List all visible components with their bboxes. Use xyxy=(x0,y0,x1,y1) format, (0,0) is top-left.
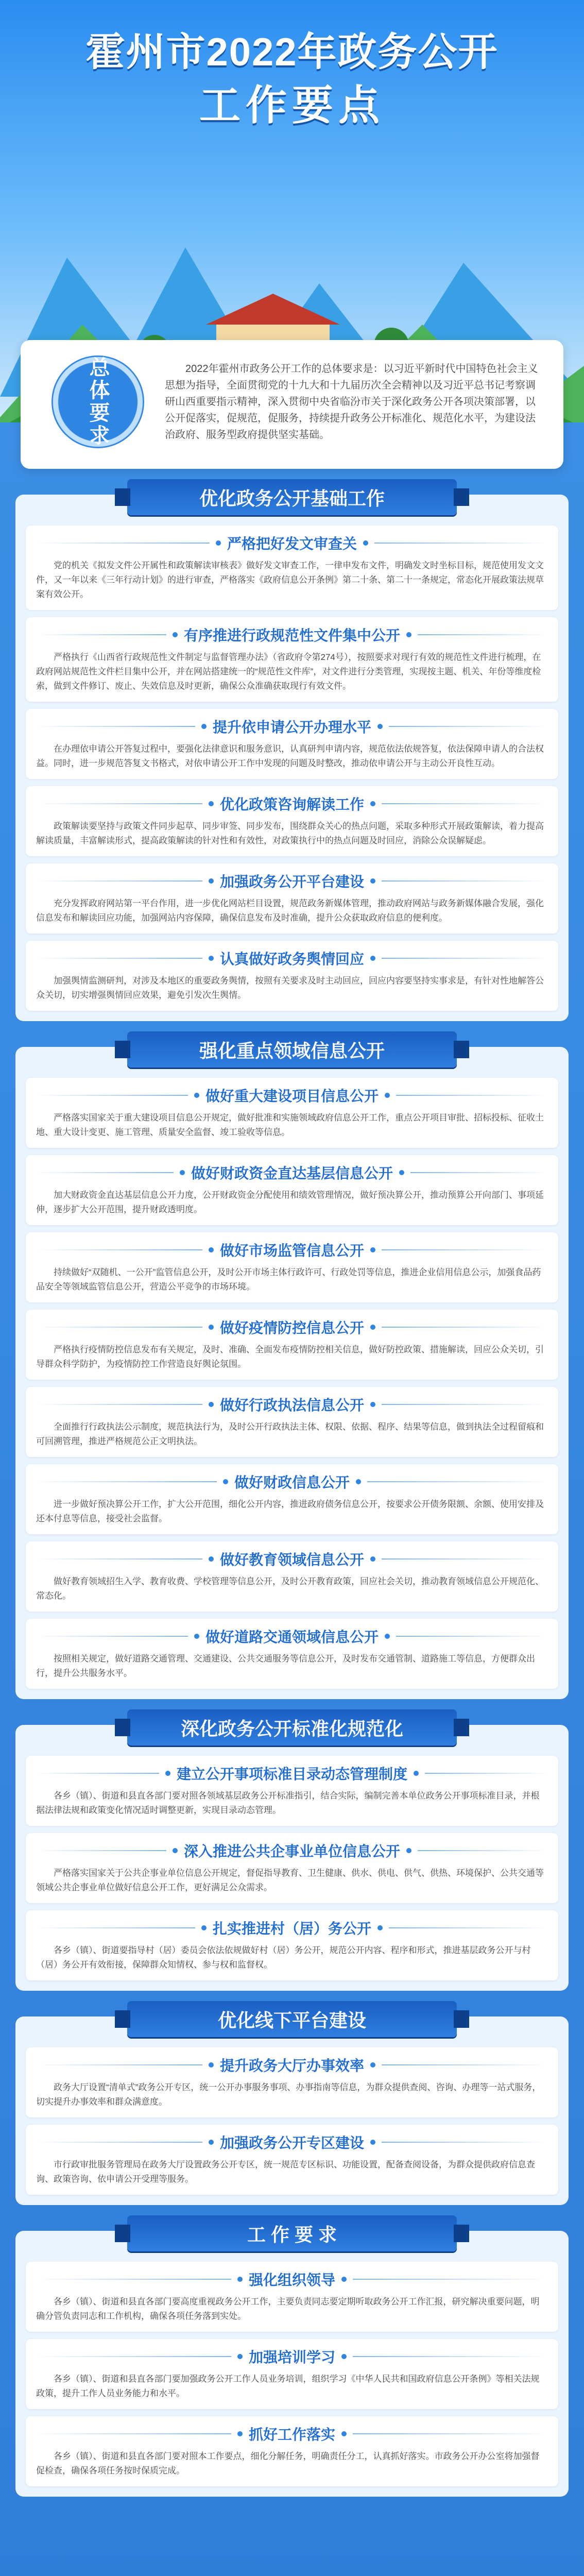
content-card xyxy=(26,1232,558,1302)
bullet-icon xyxy=(209,1556,214,1562)
bullet-icon xyxy=(237,2354,243,2359)
card-text: 各乡（镇）、街道要指导村（居）委员会依法依规做好村（居）务公开，规范公开内容、程序和形式，推进基层政务公开与村（居）务公开有效衔接，保障群众知情权、参与权和监督权。 xyxy=(36,1945,531,1970)
card-text: 党的机关《拟发文件公开属性和政策解读审核表》做好发文审查工作，一律申发布文件，明确发文时坐标目标，规范使用发文文件，又一年以来《三年行动计划》的进行审查，严格落实《政府信息公开条例》第二十条、第二十一条规定，常态化开展政策法规草案有效公开。 xyxy=(36,561,544,599)
card-text: 严格落实国家关于重大建设项目信息公开规定，做好批准和实施领域政府信息公开工作，重点公开项目审批、招标投标、征收土地、重大设计变更、施工管理、质量安全监督、竣工验收等信息。 xyxy=(36,1113,544,1137)
section-banner: 优化政务公开基础工作 xyxy=(127,479,457,515)
divider xyxy=(389,1927,548,1928)
card-text: 持续做好“双随机、一公开”监管信息公开，及时公开市场主体行政许可、行政处罚等信息，推进企业信用信息公示，加强食品药品安全等领域监管信息公开，营造公平竞争的市场环境。 xyxy=(36,1267,541,1292)
card-heading xyxy=(36,1763,548,1784)
card-heading xyxy=(36,1471,548,1492)
bullet-icon xyxy=(414,1771,419,1776)
section-banner: 优化线下平台建设 xyxy=(127,2001,457,2037)
divider xyxy=(36,1927,195,1928)
bullet-icon xyxy=(209,2140,214,2145)
divider xyxy=(418,634,548,635)
content-card xyxy=(26,2262,558,2332)
intro-text: 2022年霍州市政务公开工作的总体要求是：以习近平新时代中国特色社会主义思想为指导，全面贯彻党的十九大和十九届历次全会精神以及习近平总书记考察调研山西重要指示精神，深入贯彻中央省临汾市关于深化政务公开各项决策部署，以公开促落实，促规范，促服务，持续提升政务公开标准化、规范化水平，为建设法治政府、服务型政府提供坚实基础。 xyxy=(165,363,538,440)
card-title: 做好重大建设项目信息公开 xyxy=(205,1088,379,1104)
divider xyxy=(396,1095,548,1096)
divider xyxy=(382,1249,548,1250)
card-heading xyxy=(36,716,548,737)
card-title: 强化组织领导 xyxy=(249,2272,336,2288)
content-card xyxy=(26,1541,558,1612)
card-title: 扎实推进村（居）务公开 xyxy=(213,1921,372,1937)
content-card xyxy=(26,617,558,702)
card-text: 全面推行行政执法公示制度，规范执法行为，及时公开行政执法主体、权限、依据、程序、结果等信息，做到执法全过程留痕和可回溯管理，推进严格规范公正文明执法。 xyxy=(36,1422,544,1446)
card-text: 进一步做好预决算公开工作，扩大公开范围，细化公开内容，推进政府债务信息公开，按要求公开债务限额、余额、使用安排及还本付息等信息，接受社会监督。 xyxy=(36,1499,544,1523)
content-card xyxy=(26,863,558,934)
bullet-icon xyxy=(209,1325,214,1330)
section-banner: 深化政务公开标准化规范化 xyxy=(127,1709,457,1745)
divider xyxy=(382,2064,548,2065)
card-text: 做好教育领域招生入学、教育收费、学校管理等信息公开，及时公开教育政策，回应社会关切，推动教育领域信息公开规范化、常态化。 xyxy=(36,1577,544,1601)
divider xyxy=(36,2279,231,2280)
bullet-icon xyxy=(209,801,214,806)
bullet-icon xyxy=(237,2431,243,2436)
card-text: 各乡（镇）、街道和县直各部门要加强政务公开工作人员业务培训，组织学习《中华人民共和国政府信息公开条例》等相关法规政策，提升工作人员业务能力和水平。 xyxy=(36,2374,540,2398)
bullet-icon xyxy=(173,632,178,637)
card-text: 政策解读要坚持与政策文件同步起草、同步审签、同步发布，围绕群众关心的热点问题，采取多种形式开展政策解读，着力提高解读质量，丰富解读形式，提高政策解读的针对性和有效性，对政策执行中的热点问题及时回应，消除公众误解疑虑。 xyxy=(36,821,544,845)
card-heading xyxy=(36,871,548,891)
content-card xyxy=(26,1756,558,1826)
divider xyxy=(36,1558,202,1560)
card-heading xyxy=(36,1394,548,1415)
bullet-icon xyxy=(377,724,383,729)
bullet-icon xyxy=(223,1479,228,1484)
divider xyxy=(36,880,202,882)
divider xyxy=(36,726,195,727)
bullet-icon xyxy=(194,1634,199,1639)
content-card xyxy=(26,2125,558,2195)
divider xyxy=(382,1404,548,1405)
content-card xyxy=(26,1833,558,1903)
card-text: 在办理依申请公开答复过程中，要强化法律意识和服务意识，认真研判申请内容，规范依法依规答复，依法保障申请人的合法权益。同时，进一步规范答复文书格式，对依申请公开工作中发现的问题及时整改，推动依申请公开与主动公开良性互动。 xyxy=(36,744,544,768)
divider xyxy=(36,1095,188,1096)
bullet-icon xyxy=(356,1479,361,1484)
card-heading xyxy=(36,2346,548,2367)
card-title: 深入推进公共企事业单位信息公开 xyxy=(184,1843,401,1859)
card-text: 充分发挥政府网站第一平台作用，进一步优化网站栏目设置，规范政务新媒体管理，推动政府网站与政务新媒体融合发展，强化信息发布和解读回应功能，加强网站内容保障，确保信息发布及时准确，提升公众获取政府信息的便利度。 xyxy=(36,899,544,923)
bullet-icon xyxy=(201,724,207,729)
divider xyxy=(418,1850,548,1851)
content-card xyxy=(26,2339,558,2409)
card-title: 加强培训学习 xyxy=(249,2349,336,2365)
bullet-icon xyxy=(399,1170,404,1175)
card-heading xyxy=(36,1317,548,1337)
card-heading xyxy=(36,2424,548,2444)
badge-label: 总体要求 xyxy=(87,357,109,447)
card-heading xyxy=(36,948,548,969)
divider xyxy=(353,2356,548,2357)
section-banner: 强化重点领域信息公开 xyxy=(127,1031,457,1067)
divider xyxy=(36,958,202,959)
content-card xyxy=(26,1078,558,1148)
card-heading xyxy=(36,1085,548,1106)
divider xyxy=(36,1404,202,1405)
divider xyxy=(36,2064,202,2065)
card-text: 按照相关规定，做好道路交通管理、交通建设、公共交通服务等信息公开，及时发布交通管制、道路施工等信息，方便群众出行，提升公共服务水平。 xyxy=(36,1654,535,1678)
content-card xyxy=(26,709,558,779)
card-text: 严格落实国家关于公共企事业单位信息公开规定，督促指导教育、卫生健康、供水、供电、供气、供热、环境保护、公共交通等领域公共企事业单位做好信息公开工作，更好满足公众需求。 xyxy=(36,1868,544,1892)
bullet-icon xyxy=(209,878,214,884)
card-title: 做好道路交通领域信息公开 xyxy=(205,1629,379,1645)
section-4 xyxy=(15,2224,569,2497)
card-heading xyxy=(36,2132,548,2153)
divider xyxy=(36,1773,159,1774)
card-heading xyxy=(36,793,548,814)
section-1 xyxy=(15,1040,569,1699)
divider xyxy=(36,2356,231,2357)
bullet-icon xyxy=(201,1925,207,1930)
bullet-icon xyxy=(173,1848,178,1853)
bullet-icon xyxy=(406,632,411,637)
bullet-icon xyxy=(209,956,214,961)
card-title: 提升依申请公开办理水平 xyxy=(213,719,372,735)
content-card xyxy=(26,786,558,856)
bullet-icon xyxy=(194,1093,199,1098)
bullet-icon xyxy=(370,878,375,884)
bullet-icon xyxy=(385,1634,390,1639)
divider xyxy=(36,1327,202,1328)
card-title: 有序推进行政规范性文件集中公开 xyxy=(184,628,401,643)
card-title: 做好财政资金直达基层信息公开 xyxy=(191,1165,393,1181)
bullet-icon xyxy=(370,801,375,806)
divider xyxy=(36,803,202,804)
section-3 xyxy=(15,2009,569,2205)
card-heading xyxy=(36,1918,548,1938)
card-text: 各乡（镇）、街道和县直各部门要高度重视政务公开工作，主要负责同志要定期听取政务公开工作汇报，研究解决重要问题，明确分管负责同志和工作机构，确保各项任务落到实处。 xyxy=(36,2297,540,2321)
card-title: 加强政务公开专区建设 xyxy=(220,2135,365,2151)
sections-container xyxy=(0,487,584,2497)
card-text: 政务大厅设置“清单式”政务公开专区，统一公开办事服务事项、办事指南等信息，为群众提供查阅、咨询、办理等一站式服务，切实提升办事效率和群众满意度。 xyxy=(36,2082,541,2107)
divider xyxy=(382,958,548,959)
content-card xyxy=(26,1387,558,1457)
divider xyxy=(382,1327,548,1328)
content-card xyxy=(26,941,558,1011)
divider xyxy=(353,2279,548,2280)
card-title: 做好市场监管信息公开 xyxy=(220,1243,365,1259)
divider xyxy=(36,1249,202,1250)
card-title: 加强政务公开平台建设 xyxy=(220,874,365,890)
card-text: 各乡（镇）、街道和县直各部门要对照各领域基层政务公开标准指引，结合实际，编制完善本单位政务公开事项标准目录，并根据法律法规和政策变化情况适时调整更新，实现目录动态管理。 xyxy=(36,1791,540,1815)
content-card xyxy=(26,1619,558,1689)
footer-space xyxy=(0,2497,584,2528)
card-title: 做好财政信息公开 xyxy=(234,1475,350,1490)
bullet-icon xyxy=(341,2277,347,2282)
bullet-icon xyxy=(237,2277,243,2282)
content-card xyxy=(26,1310,558,1380)
bullet-icon xyxy=(363,540,368,546)
divider xyxy=(425,1773,548,1774)
content-card xyxy=(26,1155,558,1225)
card-text: 市行政审批服务管理局在政务大厅设置政务公开专区，统一规范专区标识、功能设置，配备查阅设备，为群众提供政府信息查询、政策咨询、依申请公开受理等服务。 xyxy=(36,2160,535,2184)
card-heading xyxy=(36,2269,548,2290)
card-title: 认真做好政务舆情回应 xyxy=(220,951,365,967)
divider xyxy=(389,726,548,727)
divider xyxy=(382,2142,548,2143)
card-title: 做好教育领域信息公开 xyxy=(220,1552,365,1568)
divider xyxy=(36,543,210,544)
intro-panel xyxy=(21,340,563,469)
card-heading xyxy=(36,1626,548,1647)
divider xyxy=(36,1172,174,1173)
overview-badge xyxy=(51,355,144,448)
section-2 xyxy=(15,1718,569,1991)
card-text: 加大财政资金直达基层信息公开力度，公开财政资金分配使用和绩效管理情况，做好预决算公开，推动预算公开向部门、事项延伸，逐步扩大公开范围，提升财政透明度。 xyxy=(36,1190,544,1214)
card-title: 做好行政执法信息公开 xyxy=(220,1397,365,1413)
bullet-icon xyxy=(385,1093,390,1098)
divider xyxy=(36,1636,188,1637)
card-heading xyxy=(36,1162,548,1183)
divider xyxy=(36,634,166,635)
content-card xyxy=(26,1910,558,1980)
card-heading xyxy=(36,533,548,553)
divider xyxy=(374,543,548,544)
bullet-icon xyxy=(370,1556,375,1562)
card-text: 加强舆情监测研判，对涉及本地区的重要政务舆情，按照有关要求及时主动回应，回应内容要坚持实事求是，有针对性地解答公众关切，切实增强舆情回应效果，避免引发次生舆情。 xyxy=(36,976,544,1000)
card-title: 做好疫情防控信息公开 xyxy=(220,1320,365,1336)
card-title: 建立公开事项标准目录动态管理制度 xyxy=(177,1766,408,1782)
divider xyxy=(410,1172,548,1173)
card-title: 抓好工作落实 xyxy=(249,2427,336,2443)
divider xyxy=(36,1850,166,1851)
divider xyxy=(36,1481,217,1482)
divider xyxy=(382,880,548,882)
card-text: 各乡（镇）、街道和县直各部门要对照本工作要点，细化分解任务，明确责任分工，认真抓好落实。市政务公开办公室将加强督促检查，确保各项任务按时保质完成。 xyxy=(36,2451,540,2476)
bullet-icon xyxy=(370,956,375,961)
content-card xyxy=(26,1464,558,1534)
bullet-icon xyxy=(370,1247,375,1252)
bullet-icon xyxy=(209,1247,214,1252)
card-title: 提升政务大厅办事效率 xyxy=(220,2058,365,2074)
card-text: 严格执行疫情防控信息发布有关规定，及时、准确、全面发布疫情防控相关信息，做好防控政策、措施解读，回应公众关切，引导群众科学防护，为疫情防控工作营造良好舆论氛围。 xyxy=(36,1345,544,1369)
content-card xyxy=(26,2047,558,2117)
card-heading xyxy=(36,1240,548,1260)
divider xyxy=(36,2142,202,2143)
bullet-icon xyxy=(370,1402,375,1407)
bullet-icon xyxy=(209,1402,214,1407)
card-heading xyxy=(36,1840,548,1861)
bullet-icon xyxy=(370,1325,375,1330)
bullet-icon xyxy=(216,540,221,546)
card-heading xyxy=(36,624,548,645)
divider xyxy=(382,1558,548,1560)
card-heading xyxy=(36,2055,548,2075)
card-heading xyxy=(36,1549,548,1569)
divider xyxy=(36,2433,231,2434)
page-title-line1: 霍州市2022年政务公开 xyxy=(85,30,499,74)
bullet-icon xyxy=(406,1848,411,1853)
bullet-icon xyxy=(341,2354,347,2359)
bullet-icon xyxy=(209,2062,214,2067)
divider xyxy=(353,2433,548,2434)
divider xyxy=(396,1636,548,1637)
card-title: 严格把好发文审查关 xyxy=(227,536,357,552)
section-banner: 工 作 要 求 xyxy=(127,2215,457,2251)
bullet-icon xyxy=(370,2062,375,2067)
content-card xyxy=(26,2416,558,2486)
divider xyxy=(382,803,548,804)
bullet-icon xyxy=(370,2140,375,2145)
card-text: 严格执行《山西省行政规范性文件制定与监督管理办法》（省政府令第274号），按照要求对现行有效的规范性文件进行梳理，在政府网站规范性文件栏目集中公开，并在网站搭建统一的“规范性文件库”，对文件进行分类管理，实现按主题、机关、年份等维度检索，做到文件修订、废止、失效信息及时更新，确保公众准确获取现行有效文件。 xyxy=(36,652,541,691)
card-title: 优化政策咨询解读工作 xyxy=(220,796,365,812)
bullet-icon xyxy=(341,2431,347,2436)
page-title-line2: 工作要点 xyxy=(199,82,385,128)
bullet-icon xyxy=(377,1925,383,1930)
bullet-icon xyxy=(180,1170,185,1175)
content-card xyxy=(26,526,558,610)
bullet-icon xyxy=(165,1771,170,1776)
divider xyxy=(367,1481,548,1482)
section-0 xyxy=(15,487,569,1021)
